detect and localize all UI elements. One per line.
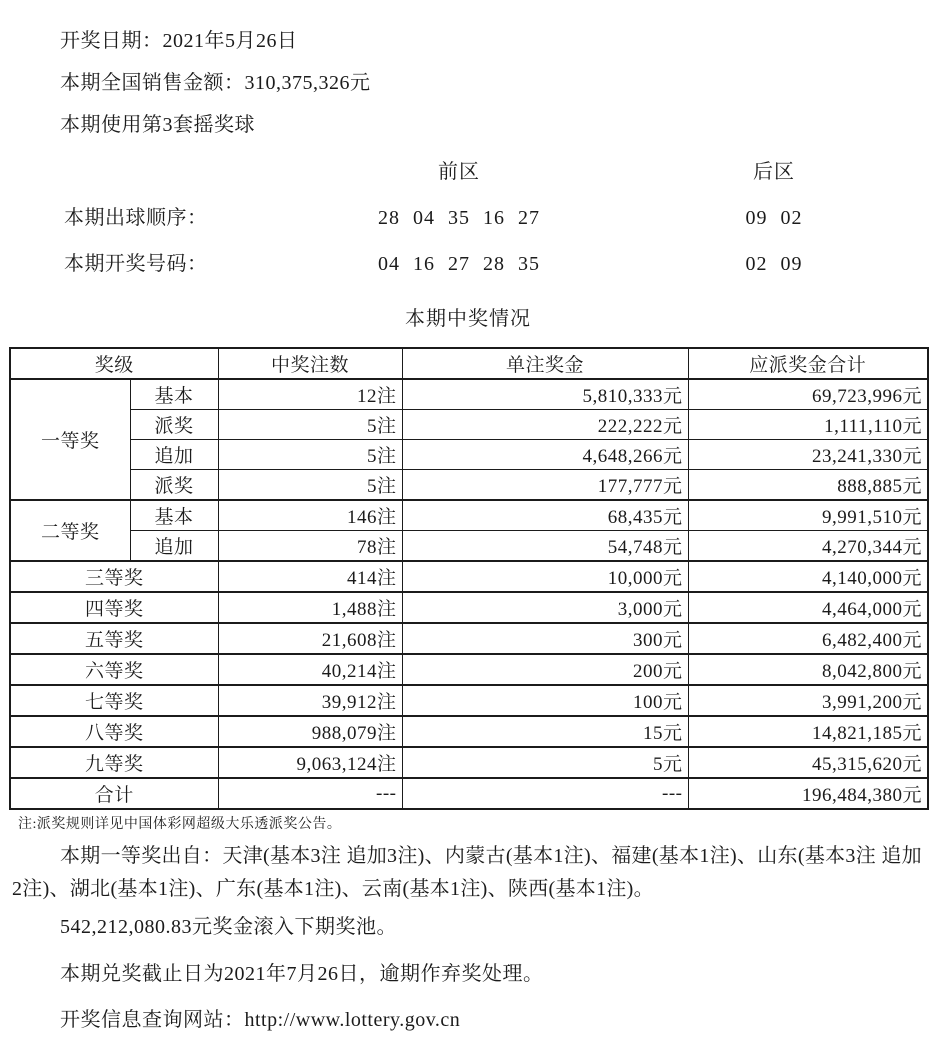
table-row bbox=[10, 440, 928, 470]
table-row bbox=[10, 592, 928, 623]
count-cell: 146注 bbox=[218, 500, 402, 531]
prize-level-cell: 五等奖 bbox=[10, 623, 218, 654]
single-prize-cell: 100元 bbox=[402, 685, 688, 716]
table-row bbox=[10, 716, 928, 747]
winning-numbers-row bbox=[0, 253, 936, 276]
total-prize-cell: 6,482,400元 bbox=[688, 623, 928, 654]
single-prize-cell: 200元 bbox=[402, 654, 688, 685]
total-prize-cell: 23,241,330元 bbox=[688, 440, 928, 470]
count-cell: 5注 bbox=[218, 410, 402, 440]
count-cell: 9,063,124注 bbox=[218, 747, 402, 778]
table-row bbox=[10, 747, 928, 778]
zone-header-row bbox=[0, 161, 936, 184]
draw-date-line: 开奖日期：2021年5月26日 bbox=[60, 30, 298, 52]
total-prize-cell: 888,885元 bbox=[688, 470, 928, 501]
count-cell: 78注 bbox=[218, 531, 402, 562]
count-cell: 39,912注 bbox=[218, 685, 402, 716]
draw-order-row bbox=[0, 207, 936, 230]
single-prize-cell: 300元 bbox=[402, 623, 688, 654]
sales-amount-line: 本期全国销售金额：310,375,326元 bbox=[60, 72, 371, 94]
back-zone-label: 后区 bbox=[753, 161, 795, 183]
prize-table bbox=[9, 347, 929, 810]
total-prize-cell: 4,140,000元 bbox=[688, 561, 928, 592]
draw-order-front-numbers: 28 04 35 16 27 bbox=[378, 207, 540, 229]
header-single-prize-cell: 单注奖金 bbox=[402, 348, 688, 379]
table-row bbox=[10, 379, 928, 410]
total-prize-cell: 196,484,380元 bbox=[688, 778, 928, 809]
winning-numbers-label: 本期开奖号码： bbox=[64, 253, 208, 275]
single-prize-cell: 5元 bbox=[402, 747, 688, 778]
total-prize-cell: 45,315,620元 bbox=[688, 747, 928, 778]
winning-front-numbers: 04 16 27 28 35 bbox=[378, 253, 540, 275]
total-prize-cell: 1,111,110元 bbox=[688, 410, 928, 440]
header-level-cell: 奖级 bbox=[10, 348, 218, 379]
single-prize-cell: 177,777元 bbox=[402, 470, 688, 501]
prize-level-cell: 一等奖 bbox=[10, 379, 130, 500]
sub-type-cell: 派奖 bbox=[130, 410, 218, 440]
header-total-prize-cell: 应派奖金合计 bbox=[688, 348, 928, 379]
sub-type-cell: 派奖 bbox=[130, 470, 218, 501]
zones-section bbox=[0, 161, 936, 276]
winning-back-numbers: 02 09 bbox=[745, 253, 803, 275]
prize-level-cell: 四等奖 bbox=[10, 592, 218, 623]
total-prize-cell: 8,042,800元 bbox=[688, 654, 928, 685]
prize-level-cell: 三等奖 bbox=[10, 561, 218, 592]
table-title: 本期中奖情况 bbox=[405, 308, 531, 330]
single-prize-cell: --- bbox=[402, 778, 688, 809]
count-cell: 988,079注 bbox=[218, 716, 402, 747]
sub-type-cell: 追加 bbox=[130, 440, 218, 470]
table-row bbox=[10, 654, 928, 685]
single-prize-cell: 4,648,266元 bbox=[402, 440, 688, 470]
draw-order-back-numbers: 09 02 bbox=[745, 207, 803, 229]
table-row bbox=[10, 500, 928, 531]
total-label-cell: 合计 bbox=[10, 778, 218, 809]
sub-type-cell: 基本 bbox=[130, 379, 218, 410]
prize-level-cell: 八等奖 bbox=[10, 716, 218, 747]
prize-level-cell: 九等奖 bbox=[10, 747, 218, 778]
count-cell: 5注 bbox=[218, 440, 402, 470]
count-cell: 12注 bbox=[218, 379, 402, 410]
count-cell: 5注 bbox=[218, 470, 402, 501]
single-prize-cell: 54,748元 bbox=[402, 531, 688, 562]
count-cell: 1,488注 bbox=[218, 592, 402, 623]
total-prize-cell: 3,991,200元 bbox=[688, 685, 928, 716]
prize-level-cell: 七等奖 bbox=[10, 685, 218, 716]
table-row bbox=[10, 561, 928, 592]
sub-type-cell: 基本 bbox=[130, 500, 218, 531]
front-zone-label: 前区 bbox=[438, 161, 480, 183]
rollover-line: 542,212,080.83元奖金滚入下期奖池。 bbox=[60, 916, 397, 938]
table-total-row bbox=[10, 778, 928, 809]
count-cell: --- bbox=[218, 778, 402, 809]
payout-rule-note: 注:派奖规则详见中国体彩网超级大乐透派奖公告。 bbox=[18, 817, 342, 832]
total-prize-cell: 69,723,996元 bbox=[688, 379, 928, 410]
single-prize-cell: 15元 bbox=[402, 716, 688, 747]
total-prize-cell: 4,270,344元 bbox=[688, 531, 928, 562]
table-row bbox=[10, 410, 928, 440]
prize-level-cell: 二等奖 bbox=[10, 500, 130, 561]
first-prize-sources-paragraph: 本期一等奖出自：天津(基本3注 追加3注)、内蒙古(基本1注)、福建(基本1注)、山东(基本3注 追加2注)、湖北(基本1注)、广东(基本1注)、云南(基本1注)、陕西(基本1注)。 bbox=[12, 845, 922, 900]
prize-level-cell: 六等奖 bbox=[10, 654, 218, 685]
table-row bbox=[10, 531, 928, 562]
single-prize-cell: 5,810,333元 bbox=[402, 379, 688, 410]
count-cell: 40,214注 bbox=[218, 654, 402, 685]
header-count-cell: 中奖注数 bbox=[218, 348, 402, 379]
single-prize-cell: 3,000元 bbox=[402, 592, 688, 623]
sub-type-cell: 追加 bbox=[130, 531, 218, 562]
query-website-line: 开奖信息查询网站：http://www.lottery.gov.cn bbox=[60, 1009, 461, 1031]
draw-order-label: 本期出球顺序： bbox=[64, 207, 208, 229]
count-cell: 414注 bbox=[218, 561, 402, 592]
redeem-deadline-line: 本期兑奖截止日为2021年7月26日，逾期作弃奖处理。 bbox=[60, 963, 544, 985]
total-prize-cell: 14,821,185元 bbox=[688, 716, 928, 747]
table-row bbox=[10, 623, 928, 654]
table-header-row bbox=[10, 348, 928, 379]
ball-set-line: 本期使用第3套摇奖球 bbox=[60, 114, 255, 136]
table-row bbox=[10, 685, 928, 716]
single-prize-cell: 222,222元 bbox=[402, 410, 688, 440]
single-prize-cell: 68,435元 bbox=[402, 500, 688, 531]
single-prize-cell: 10,000元 bbox=[402, 561, 688, 592]
total-prize-cell: 9,991,510元 bbox=[688, 500, 928, 531]
total-prize-cell: 4,464,000元 bbox=[688, 592, 928, 623]
count-cell: 21,608注 bbox=[218, 623, 402, 654]
table-row bbox=[10, 470, 928, 501]
